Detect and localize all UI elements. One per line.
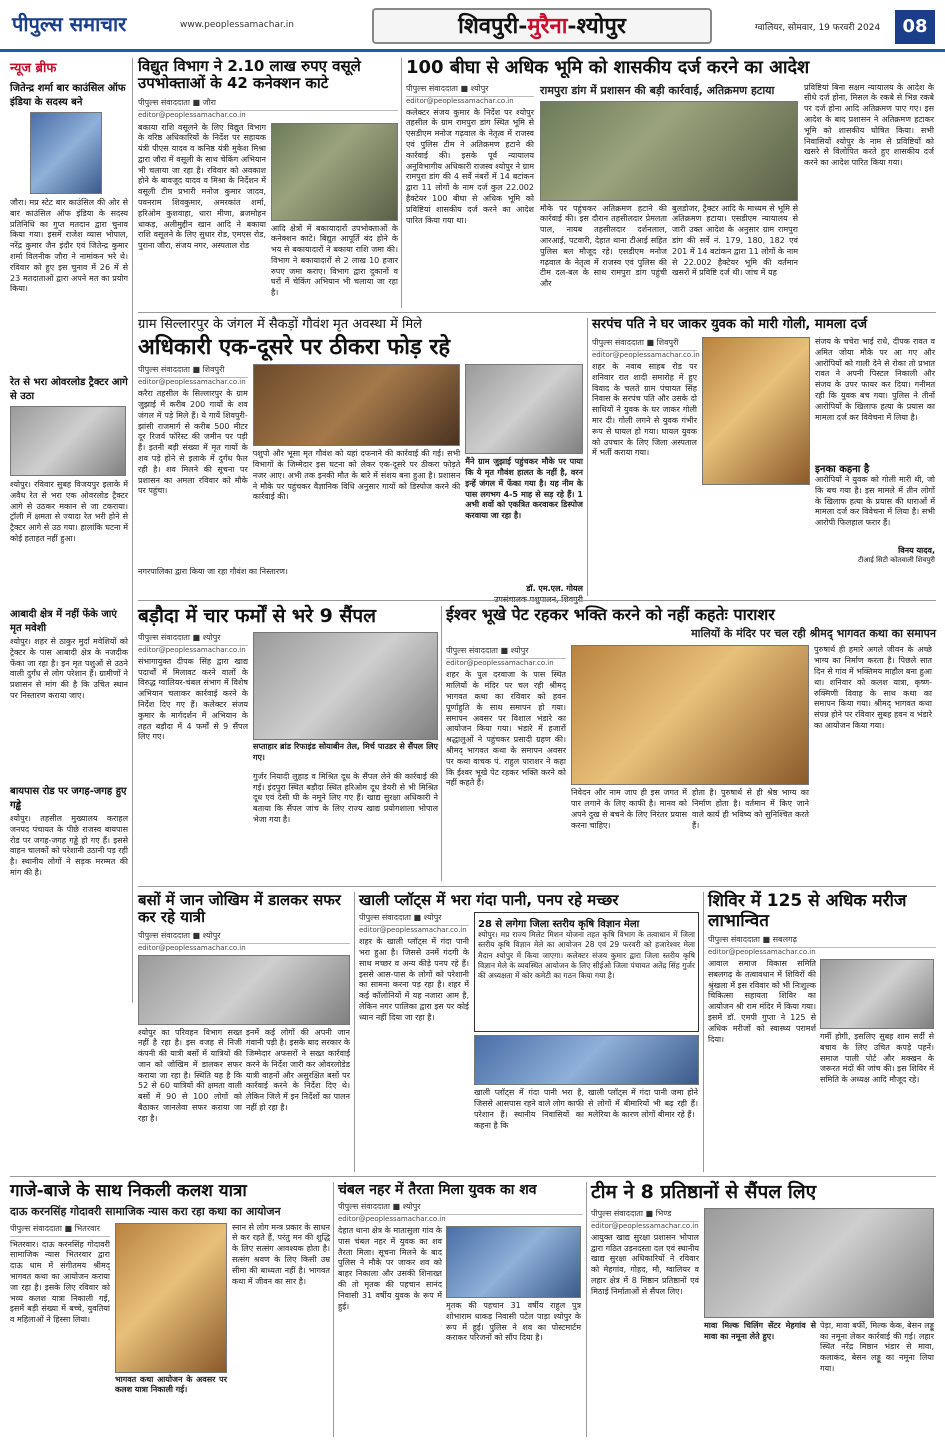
agri-fair-box — [474, 912, 699, 1032]
byline: पीपुल्स संवाददाता ■ श्योपुर — [446, 645, 566, 659]
quote-text: आरोपियों ने युवक को गोली मारी थी, जो कि बच गया है। इस मामले में तीन लोगों के खिलाफ हत्या के प्रयास की धाराओं में मामला दर्ज कर विवेचना में लिया है। सभी आरोपी फिलहाल फरार हैं। — [815, 474, 935, 528]
brief-1-headline: जितेन्द्र शर्मा बार काउंसिल ऑफ इंडिया के सदस्य बने — [10, 83, 126, 108]
byline: पीपुल्स संवाददाता ■ सबलगढ़ — [708, 934, 936, 948]
body-text: बकाया राशि वसूलने के लिए विद्युत विभाग के वरिष्ठ अधिकारियों के निर्देश पर सहायक यंत्री पीएस यादव व कनिष्ठ यंत्री मुकेश मिश्रा द्वारा जौरा में वसूली के साथ चेकिंग अभियान भी चलाया जा रहा है। रविवार को अवकाश होने के बावजूद यादव व मिश्रा के निर्देशन में वसूली टीम प्रभारी मनोज कुमार जादव, पवनराम शिवकुमार, अमरकांत शर्मा, हरिओम कुशवाहा, धारा मीणा, ब्रजमोहन धाकड़, अलीमुद्दीन खान आदि ने बकाया राशि वसूलने के लिए सुधार रोड, एमएस रोड, पुराना जौरा, संजय नगर, अस्पताल रोड — [138, 122, 266, 251]
news-brief-title: न्यूज ब्रीफ — [10, 61, 57, 76]
headline: बसों में जान जोखिम में डालकर सफर कर रहे यात्री — [138, 891, 341, 927]
quote-heading: इनका कहना है — [815, 463, 870, 475]
headline: गाजे-बाजे के साथ निकली कलश यात्रा — [10, 1181, 247, 1201]
email[interactable]: editor@peoplessamachar.co.in — [592, 350, 700, 359]
body-text-4: पुरुषार्थ ही हमारे अगले जीवन के अच्छे भाग्य का निर्माण करता है। पिछले सात दिन से गांव में भक्तिमय माहौल बना हुआ था। शनिवार को कलश यात्रा, कृष्ण-रुक्मिणी विवाह के साथ कथा का समापन किया गया। श्रीमद् भागवत कथा संपन्न होने पर रविवार सुबह हवन व भंडारे का आयोजन किया गया। — [814, 645, 932, 730]
brief-4-headline: बायपास रोड पर जगह-जगह हुए गड्ढे — [10, 786, 127, 811]
email[interactable]: editor@peoplessamachar.co.in — [138, 110, 246, 119]
subheadline: रामपुरा डांग में प्रशासन की बड़ी कार्रवाई, अतिक्रमण हटाया — [540, 83, 775, 97]
body-text: भितरवार। दाऊ करनसिंह गोदावरी सामाजिक न्यास भितरवार द्वारा दाऊ धाम में संगीतमय श्रीमद् भागवत कथा का आयोजन कराया जा रहा है। इसके लिए रविवार को भव्य कलश यात्रा निकाली गई, इसमें बड़ी संख्या में बच्चे, युवतियां व महिलाओं ने हिस्सा लिया। — [10, 1239, 110, 1325]
tractor-photo — [10, 406, 126, 476]
tree-photo — [271, 123, 398, 221]
body-text-3: होता है। पुरुषार्थ से ही श्रेष्ठ भाग्य का निर्माण होता है। वर्तमान में किए जाने वाले कार्य ही भविष्य को सुनिश्चित करते हैं। — [692, 788, 809, 830]
story-canal-body — [338, 1182, 583, 1437]
body-text-2: पशुपो और भूसा मृत गौवंश को यहां दफनाने की कार्रवाई की गई। सभी विभागों के जिम्मेदार इस घटना को लेकर एक-दूसरे पर ठीकरा फोड़ते नजर आए। अभी तक इनकी मौत के बारे में संशय बना हुआ है। प्रशासन ने मौके पर पहुंचकर वैज्ञानिक विधि अनुसार गायों को डिस्पोज करने की कार्रवाई की। — [252, 449, 461, 502]
story-bus-overload — [138, 892, 350, 1172]
newspaper-logo: पीपुल्स समाचार — [12, 12, 127, 36]
byline: पीपुल्स संवाददाता ■ श्योपुर — [138, 930, 350, 944]
news-brief-column — [10, 58, 128, 1003]
box-text: श्योपुर। मप्र राज्य मिलेट मिशन योजना तहत कृषि विभाग के तत्वाधान में जिला स्तरीय कृषि विज्ञान मेले का आयोजन 28 एवं 29 फरवरी को हजारेश्वर मेला मैदान श्योपुर में किया जाएगा। कलेक्टर संजय कुमार द्वारा जिला स्तरीय कृषि विज्ञान मेले के व्यवस्थित आयोजन के लिए सीईओ जिला पंचायत अतेंद्र सिंह गुर्जर की अध्यक्षता में कोर कमेटी का गठन किया गया है। — [478, 930, 695, 980]
body-text-2: आदि क्षेत्रों में बकायादारों उपभोक्ताओं के कनेक्शन काटे। बिद्युत आपूर्ति बंद होने के भय से बकायादारों ने बकाया राशि जमा की। विभाग ने बकायादारों से 2 लाख 10 हजार रुपए जमा कराए। विभाग द्वारा दुकानों व घरों में चेकिंग अभियान भी चलाया जा रहा है। — [271, 223, 398, 298]
headline: चंबल नहर में तैरता मिला युवक का शव — [338, 1182, 537, 1198]
canal-photo — [446, 1226, 581, 1298]
disposal-photo — [465, 364, 583, 454]
masthead — [0, 0, 945, 52]
sampling-photo — [253, 632, 438, 740]
quote-author-title: टीआई सिटी कोतवाली शिवपुरी — [857, 555, 935, 564]
headline: 100 बीघा से अधिक भूमि को शासकीय दर्ज करने का आदेश — [406, 57, 810, 78]
headline: ईश्वर भूखे पेट रहकर भक्ति करने को नहीं कहतेः पाराशर — [446, 605, 775, 624]
cattle-photo — [253, 364, 461, 446]
photo-caption: सप्ताहार ब्रांड रिफाइंड सोयाबीन तेल, मिर्च पाउडर से सैंपल लिए गए। — [253, 741, 438, 762]
region-shivpuri: शिवपुरी- — [458, 13, 528, 39]
body-text: श्योपुर का परिवहन विभाग सख्त नहीं है रहा है। इस वजह से निजी कंपनी की यात्री बसों में यात्रियों की जान को जोखिम में डालकर सफर कराया जा रहा है। स्थिति यह है कि 52 से 60 यात्रियों की क्षमता वाली बसों में 90 से 100 लोगों को बैठाकर जानलेवा सफर कराया जा रहा है। — [138, 1027, 242, 1123]
body-text-2: गर्मी होगी, इसलिए सुबह शाम सर्दी से बचाव के लिए उचित कपड़े पहनें। समाज पाली पोर्ट और मक्खन के जरूरत मंदों की जांच की। इस शिविर में समिति के अध्यक्ष आदि मौजूद रहे। — [820, 1032, 934, 1085]
email[interactable]: editor@peoplessamachar.co.in — [338, 1215, 446, 1224]
quote-author: विनय यादव, — [898, 545, 935, 555]
body-text-2: मृतक की पहचान 31 वर्षीय राहुल पुत्र शोभाराम धाकड़ निवासी पटेल पाड़ा श्योपुर के रूप में हुई। पुलिस ने शव का पोस्टमार्टम कराकर परिजनों को सौंप दिया है। — [446, 1301, 581, 1343]
email[interactable]: editor@peoplessamachar.co.in — [138, 645, 246, 654]
region-title — [372, 8, 712, 44]
byline: पीपुल्स संवाददाता ■ भिण्ड — [591, 1208, 699, 1222]
kicker: ग्राम सिल्लारपुर के जंगल में सैकड़ों गौवंश मृत अवस्था में मिले — [138, 317, 422, 332]
brief-2-text: श्योपुर। रविवार सुबह विजयपुर इलाके में अवैध रेत से भरा एक ओवरलोड ट्रैक्टर आगे से उठकर मकान से जा टकराया। ट्रॉली में क्षमता से ज्यादा रेत भरी होने से ट्रैक्टर आगे से उठ गया। हालांकि घटना में कोई हताहत नहीं हुआ। — [10, 480, 128, 543]
story-electricity — [138, 58, 398, 308]
brief-2-headline: रेत से भरा ओवरलोड ट्रैक्टर आगे से उठा — [10, 377, 128, 402]
story-cattle — [138, 318, 583, 596]
body-text-2: स्नान से लोग मन्त्र प्रकार के साधन से कर रहते हैं, परंतु मन की शुद्धि के लिए सत्संग आवश्यक होता है। सत्संग श्रवण के लिए किसी उम्र सीमा की बाध्यता नहीं है। भागवत कथा में जीवन का सार है। — [232, 1222, 330, 1286]
story-dirty-water — [359, 892, 699, 1172]
person-photo — [30, 112, 102, 194]
email[interactable]: editor@peoplessamachar.co.in — [359, 926, 467, 935]
page-number: 08 — [895, 10, 935, 44]
inspection-photo — [704, 1208, 934, 1318]
body-text: कलेक्टर संजय कुमार के निर्देश पर श्योपुर तहसील के ग्राम रामपुरा डांग स्थित भूमि से एसडीएम मनोज गढ़वाल के नेतृत्व में राजस्व एवं पुलिस टीम ने अतिक्रमण हटाने की कार्रवाई की। इसके पूर्व न्यायालय अनुविभागीय अधिकारी राजस्व श्योपुर ने ग्राम रामपुरा डांग की 4 सर्वे नंबरों में 14 बटांकन द्वारा 11 लोगों के नाम दर्ज कुल 22.002 हैक्टेयर 100 बीघा से अधिक भूमि को प्रविष्टियां शासकीय दर्ज करने का आदेश पारित किया गया था। — [406, 107, 534, 225]
email[interactable]: editor@peoplessamachar.co.in — [446, 659, 554, 668]
water-photo — [474, 1035, 699, 1085]
body-text-2: पेड़ा, मावा बर्फी, मिल्क केक, बेसन लड्डू का नमूना लेकर कार्रवाई की गई। लहार स्थित नरेंद्र मिष्ठान भंडार से मावा, कलाकंद, बेसन लड्डू का नमूना लिया गया। — [820, 1320, 934, 1374]
accused-photo — [702, 337, 810, 485]
byline: पीपुल्स संवाददाता ■ श्योपुर — [359, 912, 469, 926]
brief-3-headline: आबादी क्षेत्र में नहीं फेंके जाएं मृत मवेशी — [10, 609, 117, 634]
headline: खाली प्लॉट्स में भरा गंदा पानी, पनप रहे मच्छर — [359, 891, 619, 909]
body-text: आवाल समाज विकास समिति सबलगढ़ के तत्वावधान में शिविरों की श्रृंखला में इस रविवार को भी निःशुल्क चिकित्सा सहायता शिविर का आयोजन श्री राम मंदिर में किया गया। इसमें डॉ. एमपी गुप्ता ने 125 से अधिक मरीजों को स्वास्थ्य परामर्श दिया। — [708, 959, 816, 1044]
body-text: आयुक्त खाद्य सुरक्षा प्रशासन भोपाल द्वारा गठित उड़नदस्ता दल एवं स्थानीय खाद्य सुरक्षा अधिकारियों ने रविवार को मेहगांव, गोहद, मौ, ग्वालियर व लहार क्षेत्र में 8 मिष्ठान प्रतिष्ठानों एवं मिठाई निर्माताओं से सैंपल लिए। — [591, 1232, 699, 1296]
website-url[interactable]: www.peoplessamachar.in — [180, 20, 294, 30]
email[interactable]: editor@peoplessamachar.co.in — [138, 378, 246, 387]
brief-3-text: श्योपुर। शहर से ठाकुर मुर्दा मवेशियों को ट्रेक्टर के पास आबादी क्षेत्र के नजदीक फेंका जा रहा है। इन मृत पशुओं से उठने वाली दुर्गंध से लोग परेशान हैं। ग्रामीणों ने प्रशासन से मांग की है कि उचित स्थान पर निस्तारण कराया जाए। — [10, 637, 128, 700]
story-land-order — [406, 58, 936, 308]
body-text: शहर के नवाब साहब रोड पर शनिवार रात शादी समारोह में हुए विवाद के चलते ग्राम पंचायत सिंह निवास के सरपंच पति और उसके दो साथियों ने युवक के घर जाकर गोली मार दी। गोली लगने से युवक गंभीर रूप से घायल हो गया। घायल युवक को उपचार के लिए जिला अस्पताल में भर्ती कराया गया। — [592, 361, 697, 458]
body-text-2: संजय के चचेरा भाई राधे, दीपक रावत व अमित जोया मौके पर आ गए और आरोपियों को गाली देने से रोका तो प्रभात रावत ने अपनी पिस्टल निकाली और संजय के उपर फायर कर दिया। गनीमत रही कि युवक बच गया। पुलिस ने तीनों आरोपियों के खिलाफ हत्या के प्रयास का मामला दर्ज कर विवेचना में लिया है। — [815, 336, 935, 422]
brief-1-text: जौरा। मप्र स्टेट बार काउंसिल की ओर से बार काउंसिल ऑफ इंडिया के सदस्य प्रतिनिधि का गुप्त मतदान द्वारा चुनाव किया गया। इसमें राजेश व्यास भोपाल, नरेंद्र कुमार जैन इंदौर एवं जितेन्द्र कुमार शर्मा विलनीक जौरा ने नामांकन भरे थे। रविवार को हुए इस चुनाव में 26 में से 23 मतदाताओं द्वारा अपने मत का प्रयोग किया। — [10, 198, 128, 294]
story-health-camp — [708, 892, 936, 1172]
byline: पीपुल्स संवाददाता ■ जौरा — [138, 97, 398, 111]
katha-photo — [571, 645, 809, 785]
body-text-3: खाली प्लॉट्स में गंदा पानी जमा होने से लोगों में बीमारियों भी बढ़ रही हैं। मलेरिया के कारण लोगों बीमार रहे हैं। — [588, 1088, 698, 1119]
body-text: देहात थाना क्षेत्र के मातासुला गांव के पास चंबल नहर में युवक का शव तैरता मिला। सूचना मिलने के बाद पुलिस ने मौके पर जाकर शव को बाहर निकाला और उसकी शिनाख्त की तो मृतक की पहचान सानंद निवासी 31 वर्षीय युवक के रूप में हुई। — [338, 1226, 442, 1311]
photo-caption: मावा मिल्क चिलिंग सेंटर मेहगांव से मावा का नमूना लेते हुए। — [704, 1320, 816, 1341]
story-bhagwat-katha — [446, 606, 936, 881]
body-text-2: निवेदन और नाम जाप ही इस जगत में पार लगाने के लिए काफी है। मानव को अपने दुख से बचने के लिए निरंतर प्रयास करना चाहिए। — [571, 788, 687, 830]
byline: पीपुल्स संवाददाता ■ श्योपुर — [338, 1201, 583, 1215]
body-text-4: प्रविष्टियां बिना सक्षम न्यायालय के आदेश के सीधे दर्ज होना, मिसल के रकबे से भिन्न रकबे पर दर्ज होना आदि अतिक्रमण पाए गए। इस आदेश के बाद प्रशासन ने अतिक्रमण हटाकर भूमि को शासकीय घोषित किया। सभी निवासियों श्योपुर के नाम से प्रविष्टियों को खसरे से विलोपित करते हुए शासकीय दर्ज करने का आदेश पारित किया गया। — [804, 82, 934, 168]
photo-caption: नगरपालिका द्वारा किया जा रहा गौवंश का निस्तारण। — [138, 567, 288, 577]
email[interactable]: editor@peoplessamachar.co.in — [708, 948, 816, 957]
headline: विद्युत विभाग ने 2.10 लाख रुपए वसूले उपभोक्ताओं के 42 कनेक्शन काटे — [138, 57, 361, 93]
body-text: करैरा तहसील के सिल्लारपुर के ग्राम जुझाई में करीब 200 गायों के शव जंगल में पड़े मिले हैं। ये गायें शिवपुरी-झांसी राजमार्ग से करीब 500 मीटर दूर रिजर्व फॉरेस्ट की जमीन पर पड़ी हैं। इतनी बड़ी संख्या में मृत गायों के शव पड़े होने से इलाके में दुर्गंध फैल रही है। शव मिलने की सूचना पर प्रशासन का अमला रविवार को मौके पर पहुंचा। — [138, 389, 248, 496]
email[interactable]: editor@peoplessamachar.co.in — [138, 943, 246, 952]
bulldozer-photo — [540, 101, 798, 201]
camp-photo — [820, 959, 934, 1029]
body-text-2: गुर्जर नियादी लुहाड़ व मिश्रित दूध के सैंपल लेने की कार्रवाई की गई। इंदपुरा स्थित बड़ौदा स्थित हरिओम दूध डेयरी से भी मिश्रित दूध एवं देसी घी के नमूने लिए गए हैं। खाद्य सुरक्षा अधिकारी ने बताया कि सैंपल जांच के लिए राज्य खाद्य प्रयोगशाला भोपाल भेजा गया है। — [253, 771, 438, 825]
byline: पीपुल्स संवाददाता ■ शिवपुरी — [138, 364, 248, 378]
body-text-2: खाली प्लॉट्स में गंदा पानी भरा है, जिससे आसपास रहने वाले लोग काफी परेशान हैं। स्थानीय निवासियों का कहना है कि — [474, 1088, 584, 1130]
bus-photo — [138, 955, 350, 1025]
byline: पीपुल्स संवाददाता ■ शिवपुरी — [592, 337, 697, 351]
byline: पीपुल्स संवाददाता ■ श्योपुर — [138, 632, 248, 646]
headline: टीम ने 8 प्रतिष्ठानों से सैंपल लिए — [591, 1181, 817, 1203]
story-shooting — [592, 318, 936, 596]
official-quote: मैंने ग्राम जुझाई पहुंचकर मौके पर पाया कि ये मृत गौवंश हालत के नहीं है, वरन इन्हें जंगल में फेंका गया है। यह नीम के पास लगभग 4-5 माह से सड़ रहे हैं। 1 अभी शवों को एकत्रित करवाकर डिस्पोज करवाया जा रहा है। — [465, 457, 583, 521]
headline: अधिकारी एक-दूसरे पर ठीकरा फोड़ रहे — [138, 334, 451, 360]
headline: सरपंच पति ने घर जाकर युवक को मारी गोली, मामला दर्ज — [592, 317, 868, 332]
body-text-2: मौके पर पहुंचकर अतिक्रमण हटाने की कार्रवाई की। इस दौरान तहसीलदार प्रेमलता पाल, नायब तहसीलदार दर्शनलाल, आरआई, पटवारी, देहात थाना टीआई सहित पुलिस बल मौजूद रहे। एसडीएम मनोज गढ़वाल के नेतृत्व में राजस्व एवं पुलिस की टीम दल-बल के साथ रामपुरा डांग पहुंची और — [540, 203, 667, 289]
story-food-samples — [591, 1182, 936, 1437]
brief-4-text: श्योपुर। तहसील मुख्यालय कराहल जनपद पंचायत के पीछे राजस्व बायपास रोड पर जगह-जगह गड्ढे हो गए हैं। इससे वाहन चालकों को परेशानी उठानी पड़ रही है। स्थानीय लोगों ने सड़क मरम्मत की मांग की है। — [10, 814, 128, 877]
byline: पीपुल्स संवाददाता ■ भितरवार — [10, 1223, 110, 1237]
body-text-2: इनमें कई लोगों की अपनी जान गंवानी पड़ी है। इसके बाद सरकार के जिम्मेदार अफसरों ने सख्त कार्रवाई करने के निर्देश जारी कर ओवरलोडेड यात्री वाहनों और असुरक्षित बसों पर कार्रवाई करने के निर्देश दिए थे। लेकिन जिले में इन निर्देशों का पालन नहीं हो रहा है। — [246, 1027, 350, 1113]
quote-author: डॉ. एम.एल. गोयल — [526, 584, 583, 594]
body-text-3: बुलडोजर, ट्रैक्टर आदि के माध्यम से भूमि से अतिक्रमण हटाया। एसडीएम न्यायालय से जारी उक्त आदेश के अनुसार ग्राम रामपुरा डांग की सर्वे नं. 179, 180, 182 एवं 201 में 14 बटांकन द्वारा 11 लोगों के नाम से 22.002 हैक्टेयर भूमि की वर्तमान खसरों में प्रविष्टि दर्ज थी। जांच में यह — [672, 203, 798, 278]
dateline: ग्वालियर, सोमवार, 19 फरवरी 2024 — [755, 23, 881, 33]
body-text: शहर के खाली प्लॉट्स में गंदा पानी भरा हुआ है। जिससे उनमें गंदगी के साथ मच्छर व अन्य कीड़े पनप रहे हैं। इससे आस-पास के लोगों को परेशानी का सामना करना पड़ रहा है। शहर में कई कॉलोनियों में यह नजारा आम है, लेकिन नगर पालिका द्वारा इस पर कोई ध्यान नहीं दिया जा रहा है। — [359, 937, 469, 1022]
headline: शिविर में 125 से अधिक मरीज लाभान्वित — [708, 891, 907, 931]
story-kalash-yatra — [10, 1182, 330, 1437]
photo-caption: भागवत कथा आयोजन के अवसर पर कलश यात्रा निकाली गई। — [115, 1374, 227, 1395]
body-text: संभागायुक्त दीपक सिंह द्वारा खाद्य पदार्थों में मिलावट करने वालों के विरुद्ध ग्वालियर-चंबल संभाग में विशेष अभियान चलाकर कार्रवाई करने के निर्देश दिए गए हैं। कलेक्टर संजय कुमार के मार्गदर्शन में अभियान के तहत बड़ौदा में 4 फर्मों से 9 सैंपल लिए गए। — [138, 656, 248, 742]
region-sheopur: -श्योपुर — [567, 13, 626, 39]
box-headline: 28 से लगेगा जिला स्तरीय कृषि विज्ञान मेला — [478, 919, 640, 931]
email[interactable]: editor@peoplessamachar.co.in — [406, 96, 514, 105]
byline: पीपुल्स संवाददाता ■ श्योपुर — [406, 83, 534, 97]
headline: बड़ौदा में चार फर्मों से भरे 9 सैंपल — [138, 605, 377, 627]
region-morena: मुरैना — [527, 13, 568, 39]
subheadline: दाऊ करनसिंह गोदावरी सामाजिक न्यास करा रहा कथा का आयोजन — [10, 1204, 281, 1218]
story-baroda-samples — [138, 606, 438, 881]
subheadline: मालियों के मंदिर पर चल रही श्रीमद् भागवत कथा का समापन — [691, 627, 936, 641]
body-text: शहर के पुल दरवाजा के पास स्थित मालियों के मंदिर पर चल रही श्रीमद् भागवत कथा का रविवार को हवन पूर्णाहुति के साथ समापन हो गया। समापन अवसर पर विशाल भंडारे का आयोजन किया गया। भंडारे में हजारों श्रद्धालुओं ने पहुंचकर प्रसादी ग्रहण की। श्रीमद् भागवत कथा के समापन अवसर पर कथा वाचक पं. राहुल पाराशर ने कहा कि ईश्वर भूखे पेट रहकर भक्ति करने को नहीं कहते हैं। — [446, 670, 566, 788]
yatra-photo — [115, 1223, 227, 1373]
email[interactable]: editor@peoplessamachar.co.in — [591, 1221, 699, 1230]
